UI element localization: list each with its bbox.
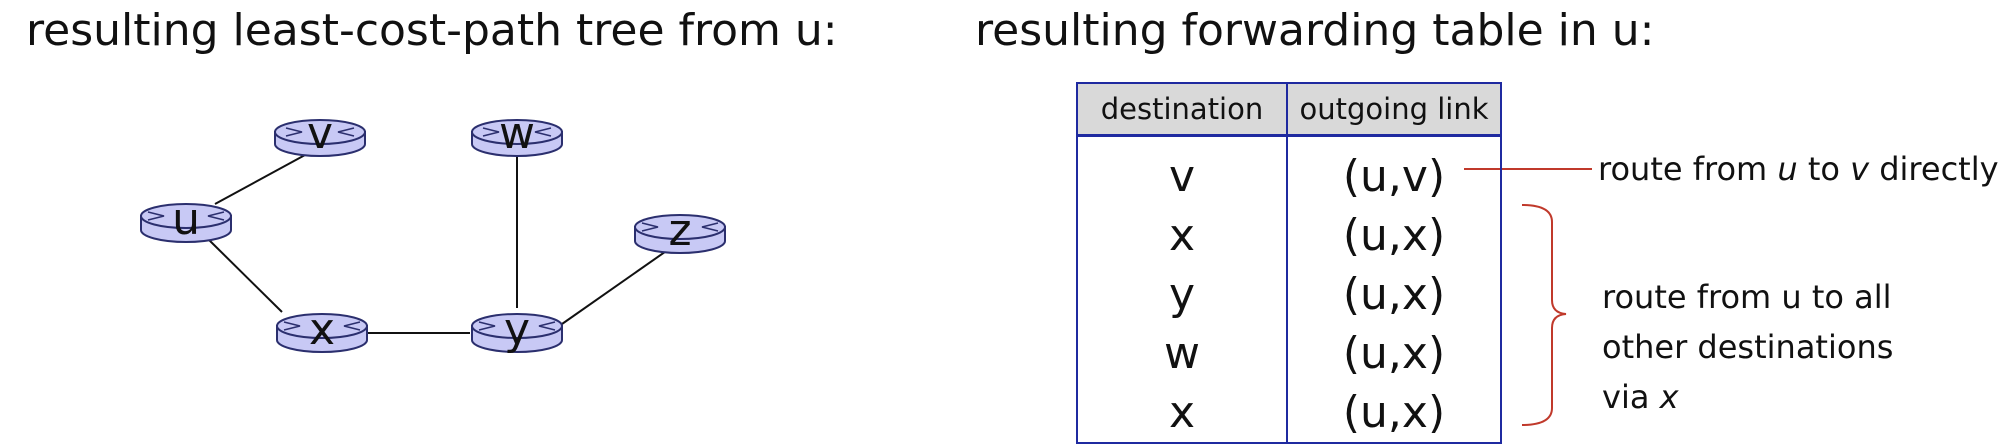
destination-cell: v	[1077, 136, 1287, 207]
table-row	[1077, 265, 1501, 324]
router-v	[275, 108, 365, 159]
destination-cell: y	[1077, 265, 1287, 324]
router-w	[472, 108, 562, 159]
router-z	[635, 205, 725, 256]
router-w-label: w	[499, 108, 535, 159]
destination-cell: x	[1077, 383, 1287, 443]
router-y-label: y	[503, 304, 531, 355]
link-cell: (u,v)	[1287, 136, 1501, 207]
link-cell: (u,x)	[1287, 265, 1501, 324]
table-row	[1077, 324, 1501, 383]
direct-route-annotation: route from u to v directly	[1598, 150, 1999, 188]
link-cell: (u,x)	[1287, 383, 1501, 443]
destination-cell: w	[1077, 324, 1287, 383]
router-v-label: v	[306, 108, 334, 159]
tree-edges	[205, 155, 672, 333]
table-row	[1077, 136, 1501, 207]
router-x-label: x	[308, 304, 336, 355]
table-header-row	[1077, 83, 1501, 136]
outgoing-link-header: outgoing link	[1287, 83, 1501, 136]
forwarding-table	[1076, 82, 1502, 444]
table-row	[1077, 206, 1501, 265]
annotation-brace	[1522, 205, 1566, 425]
router-x	[277, 304, 367, 355]
router-y	[472, 304, 562, 355]
tree-heading: resulting least-cost-path tree from u:	[26, 5, 838, 56]
link-cell: (u,x)	[1287, 324, 1501, 383]
router-u-label: u	[172, 194, 200, 245]
destination-cell: x	[1077, 206, 1287, 265]
router-z-label: z	[668, 205, 692, 256]
table-heading: resulting forwarding table in u:	[975, 5, 1655, 56]
edge-u-x	[205, 236, 282, 312]
edge-y-z	[562, 247, 672, 324]
table-row	[1077, 383, 1501, 443]
via-x-annotation: route from u to all other destinations via x	[1602, 278, 1894, 416]
link-cell: (u,x)	[1287, 206, 1501, 265]
destination-header: destination	[1077, 83, 1287, 136]
edge-u-v	[215, 155, 305, 204]
